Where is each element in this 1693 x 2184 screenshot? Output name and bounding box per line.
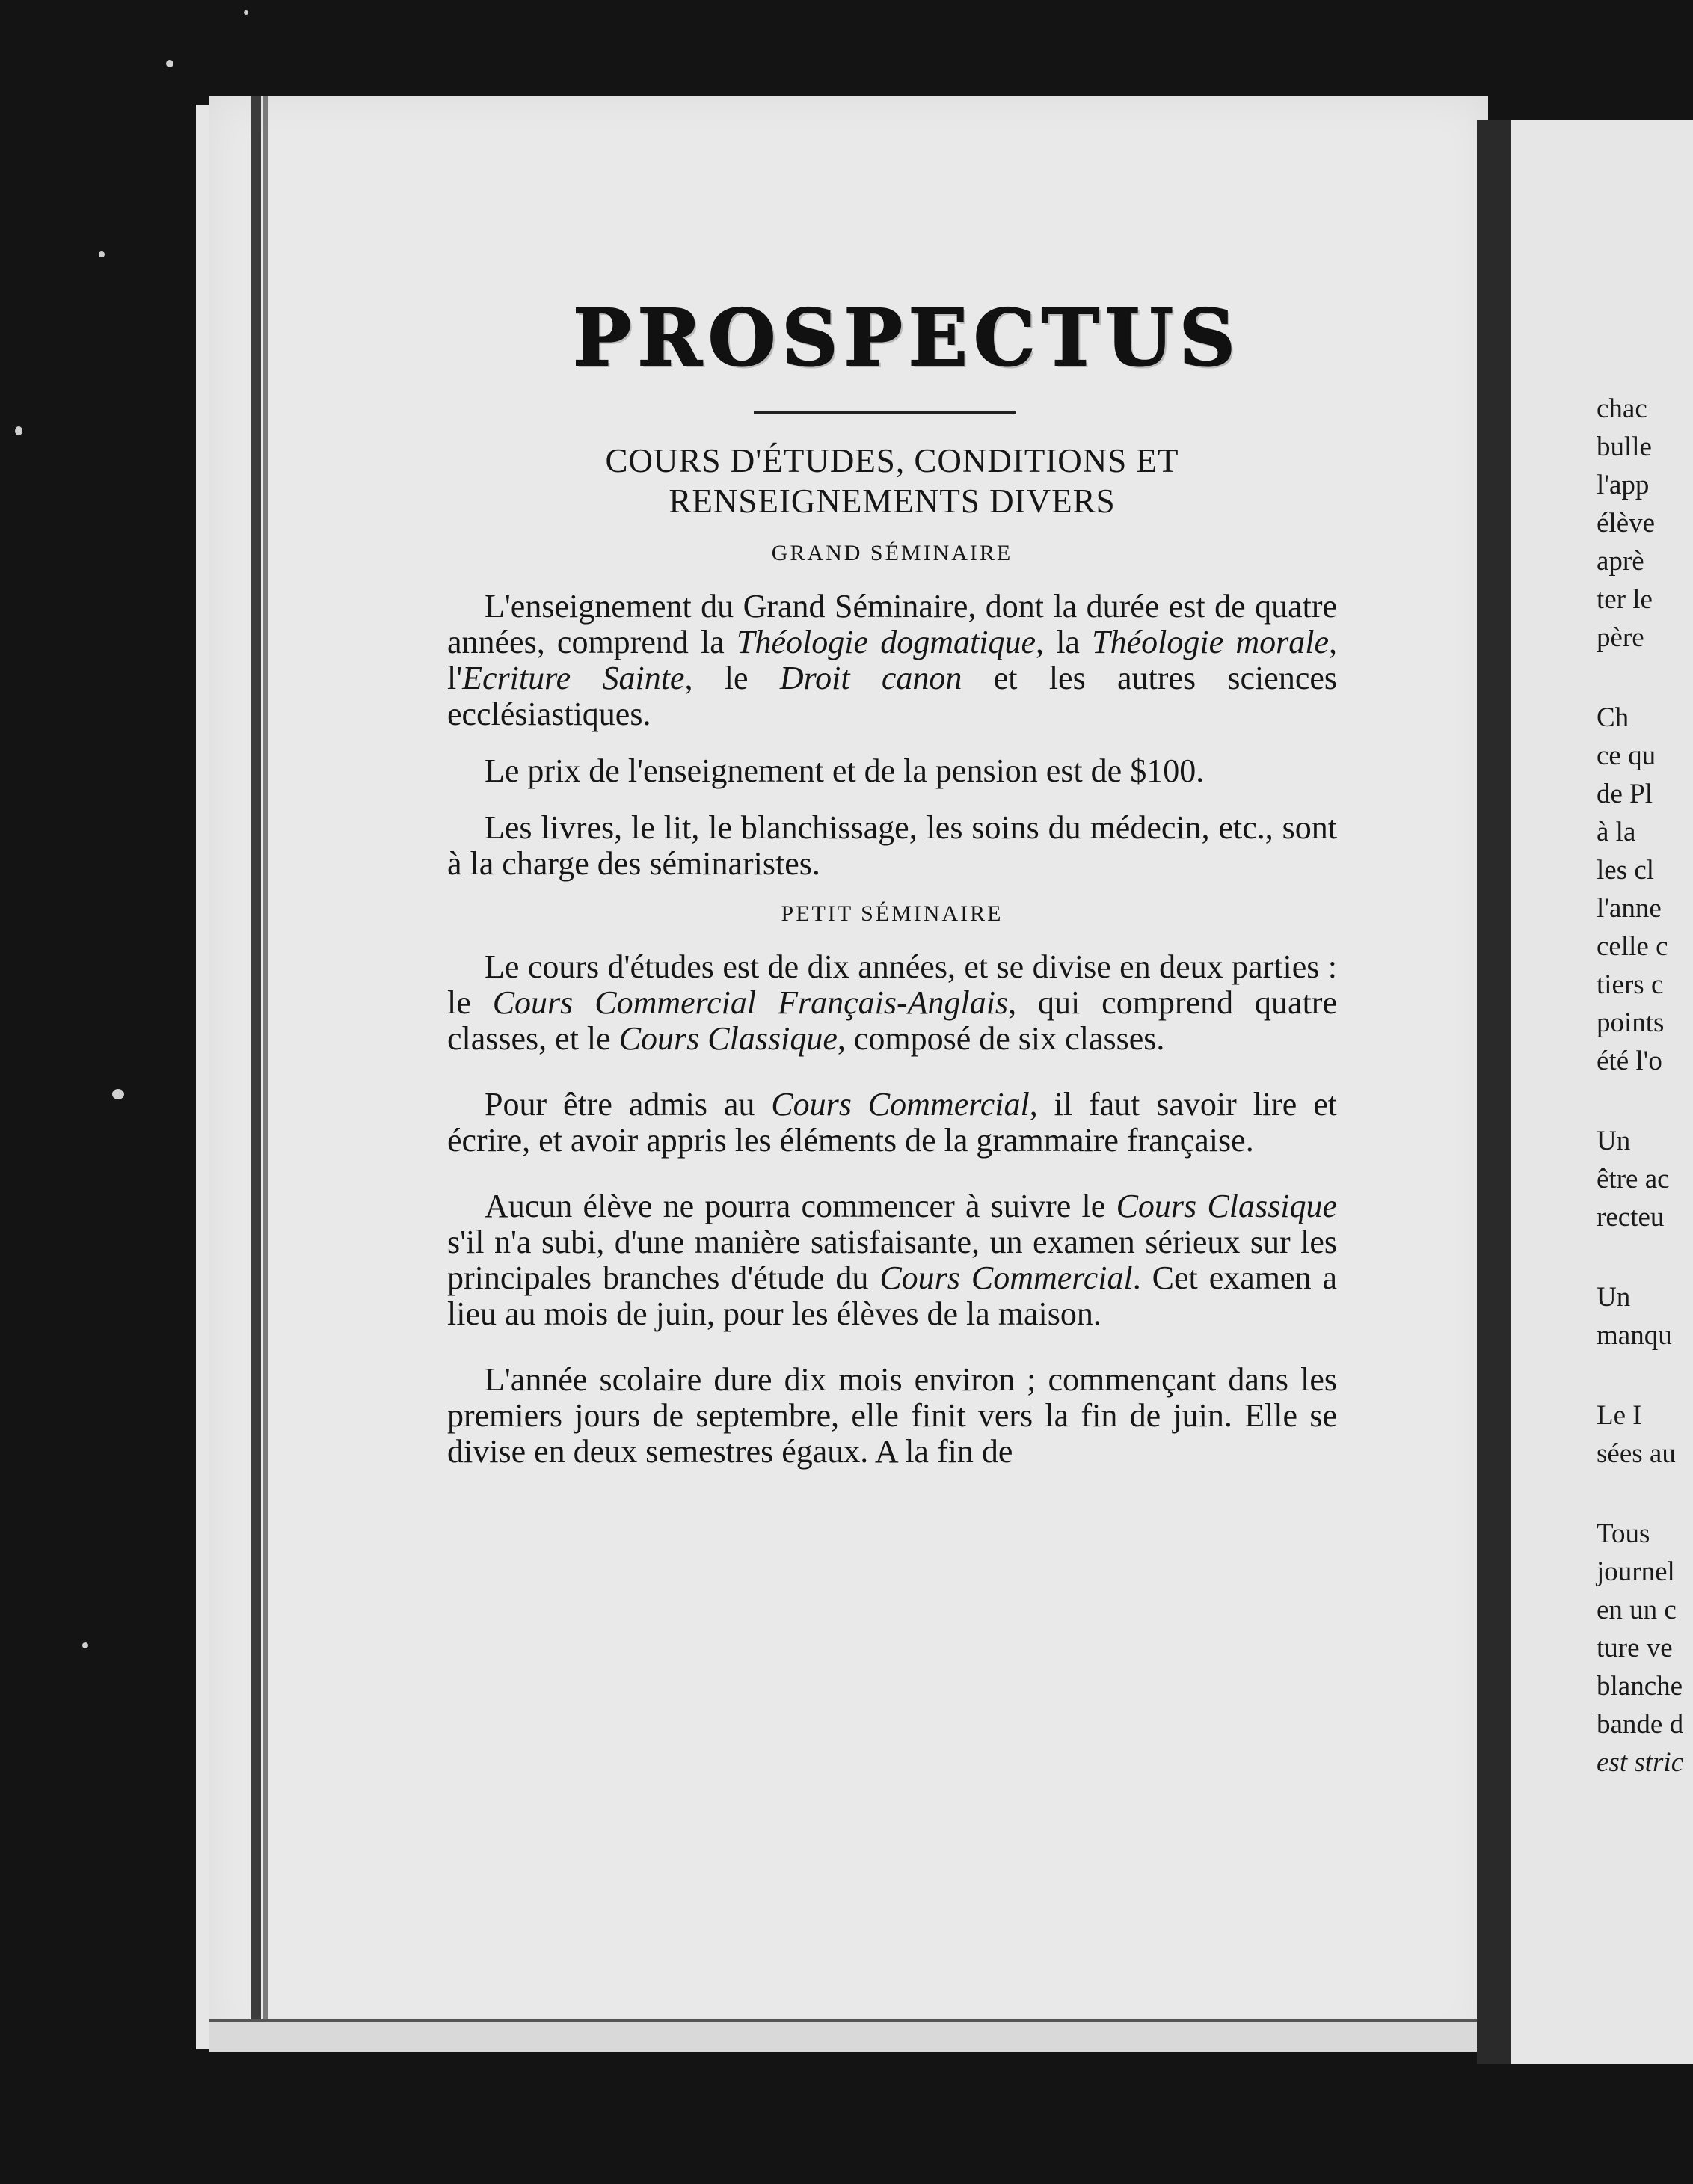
facing-page-fragment: ter le bbox=[1597, 584, 1653, 615]
facing-page-fragment: bulle bbox=[1597, 432, 1652, 462]
paragraph bbox=[447, 589, 1337, 732]
section-petit-seminaire bbox=[447, 901, 1337, 1470]
facing-page-fragment: Le I bbox=[1597, 1400, 1642, 1431]
page-content bbox=[447, 292, 1338, 1470]
facing-page bbox=[1511, 120, 1693, 2064]
facing-page-fragment: celle c bbox=[1597, 931, 1668, 962]
facing-page-fragment: père bbox=[1597, 622, 1644, 653]
facing-page-fragment: points bbox=[1597, 1007, 1665, 1038]
text-run: , l' bbox=[447, 624, 1337, 696]
text-run: Les livres, le lit, le blanchissage, les soins du médecin, etc., sont à la charge des séminaristes. bbox=[447, 809, 1337, 882]
facing-page-fragment: aprè bbox=[1597, 546, 1644, 577]
text-run: L'enseignement du Grand Séminaire, dont la durée est de quatre années, comprend la bbox=[447, 588, 1337, 660]
film-speck bbox=[112, 1089, 124, 1099]
italic-text: Théologie morale bbox=[1092, 624, 1329, 660]
paragraph bbox=[447, 1188, 1337, 1332]
facing-page-fragment: recteu bbox=[1597, 1202, 1665, 1233]
text-run: s'il n'a subi, d'une manière satisfaisante, un examen sérieux sur les principales branches d'étude du bbox=[447, 1224, 1337, 1296]
document-title: PROSPECTUS bbox=[573, 292, 1241, 384]
text-run: Pour être admis au bbox=[485, 1086, 772, 1123]
facing-page-fragment: l'app bbox=[1597, 470, 1650, 500]
italic-text: Droit canon bbox=[779, 660, 962, 696]
facing-page-fragment: ce qu bbox=[1597, 740, 1656, 771]
text-run: . Cet examen a lieu au mois de juin, pour les élèves de la maison. bbox=[447, 1260, 1337, 1332]
italic-text: Cours Commercial bbox=[771, 1086, 1030, 1123]
facing-page-fragment: être ac bbox=[1597, 1164, 1670, 1194]
facing-page-fragment: les cl bbox=[1597, 855, 1655, 886]
facing-page-fragment: Tous bbox=[1597, 1518, 1650, 1549]
text-run: Le cours d'études est de dix années, et se divise en deux parties : le bbox=[447, 948, 1337, 1021]
facing-page-fragment: blanche bbox=[1597, 1671, 1683, 1702]
text-run: , qui comprend quatre classes, et le bbox=[447, 984, 1337, 1057]
facing-page-fragment: chac bbox=[1597, 393, 1647, 424]
text-run: , le bbox=[684, 660, 780, 696]
book-gutter bbox=[1477, 120, 1511, 2064]
italic-text: Cours Commercial bbox=[879, 1260, 1133, 1296]
facing-page-fragment: l'anne bbox=[1597, 893, 1662, 924]
paragraph bbox=[447, 810, 1337, 882]
facing-page-fragment: ture ve bbox=[1597, 1633, 1673, 1663]
text-run: Aucun élève ne pourra commencer à suivre le bbox=[485, 1188, 1116, 1224]
page-binding-edge-inner bbox=[263, 96, 268, 2049]
facing-page-fragment: sées au bbox=[1597, 1438, 1676, 1469]
facing-page-fragment: tiers c bbox=[1597, 969, 1664, 1000]
paragraph bbox=[447, 949, 1337, 1057]
title-rule bbox=[754, 411, 1016, 414]
film-speck bbox=[99, 251, 105, 257]
section-heading: GRAND SÉMINAIRE bbox=[771, 541, 1013, 565]
page-bottom-edge bbox=[209, 2019, 1488, 2052]
italic-text: Ecriture Sainte bbox=[462, 660, 685, 696]
facing-page-fragment: bande d bbox=[1597, 1709, 1684, 1740]
film-speck bbox=[82, 1642, 88, 1648]
italic-text: Cours Classique bbox=[618, 1020, 838, 1057]
facing-page-fragment: de Pl bbox=[1597, 779, 1653, 809]
italic-text: Théologie dogmatique bbox=[737, 624, 1036, 660]
paragraph bbox=[447, 1362, 1337, 1470]
facing-page-fragment: manqu bbox=[1597, 1320, 1672, 1351]
facing-page-fragment: en un c bbox=[1597, 1595, 1677, 1625]
facing-page-fragment: Ch bbox=[1597, 702, 1629, 733]
text-run: et les autres sciences ecclésiastiques. bbox=[447, 660, 1337, 732]
page-binding-edge bbox=[251, 96, 261, 2049]
text-run: , la bbox=[1035, 624, 1093, 660]
paragraph bbox=[447, 753, 1337, 789]
text-run: , composé de six classes. bbox=[837, 1020, 1165, 1057]
text-run: L'année scolaire dure dix mois environ ; commençant dans les premiers jours de septembre, elle finit vers la fin de juin. Elle se divise en deux semestres égaux. A la fin de bbox=[447, 1361, 1337, 1470]
italic-text: Cours Classique bbox=[1116, 1188, 1338, 1224]
film-speck bbox=[166, 60, 173, 67]
paragraph bbox=[447, 1087, 1337, 1159]
text-run: , il faut savoir lire et écrire, et avoir appris les éléments de la grammaire française. bbox=[447, 1086, 1337, 1159]
film-speck bbox=[15, 426, 22, 435]
facing-page-fragment: est stric bbox=[1597, 1747, 1684, 1778]
section-grand-seminaire bbox=[447, 541, 1337, 882]
facing-page-fragment: élève bbox=[1597, 508, 1656, 539]
text-run: Le prix de l'enseignement et de la pension est de $100. bbox=[485, 752, 1205, 789]
facing-page-fragment: à la bbox=[1597, 817, 1636, 847]
facing-page-fragment: été l'o bbox=[1597, 1046, 1662, 1076]
document-subtitle: COURS D'ÉTUDES, CONDITIONS ET RENSEIGNEMENTS DIVERS bbox=[605, 442, 1179, 520]
section-heading: PETIT SÉMINAIRE bbox=[781, 901, 1004, 926]
facing-page-fragment: Un bbox=[1597, 1282, 1631, 1313]
italic-text: Cours Commercial Français-Anglais bbox=[492, 984, 1009, 1021]
facing-page-fragment: Un bbox=[1597, 1126, 1631, 1156]
film-speck bbox=[244, 10, 248, 15]
page-stack-edge bbox=[196, 105, 209, 2049]
facing-page-fragment: journel bbox=[1597, 1556, 1675, 1587]
